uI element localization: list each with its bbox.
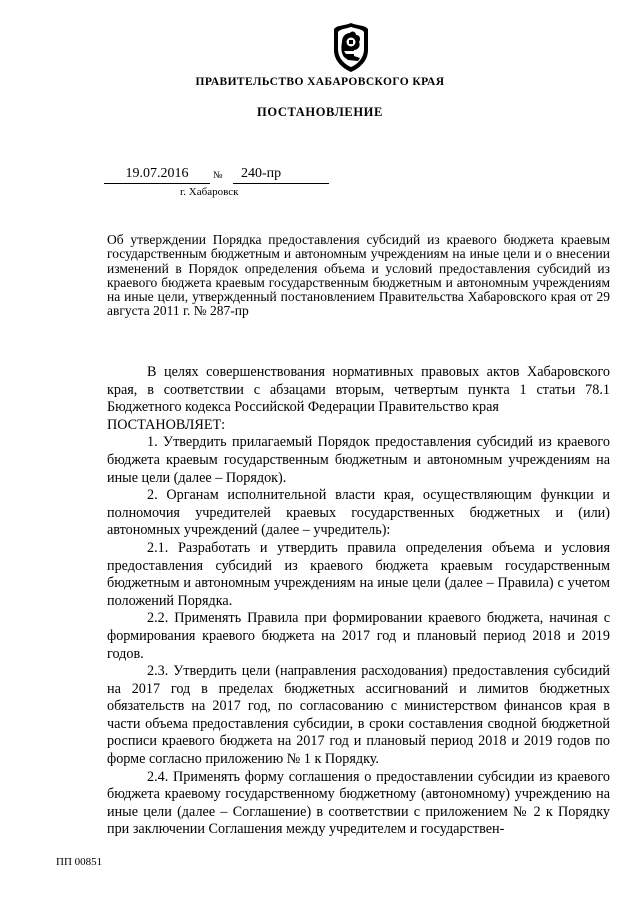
- coat-of-arms-emblem-icon: [330, 20, 372, 74]
- paragraph-item-2-4: 2.4. Применять форму соглашения о предоставлении субсидии из краевого бюджета краевому государственному бюджетному (автономному) учреждению на иные цели (далее – Соглашение) в соответствии с приложением № 2 к Порядку при заключении Соглашения между учредителем и государствен-: [107, 768, 610, 838]
- government-name: ПРАВИТЕЛЬСТВО ХАБАРОВСКОГО КРАЯ: [195, 76, 445, 88]
- paragraph-decree: ПОСТАНОВЛЯЕТ:: [107, 416, 226, 433]
- document-subject: Об утверждении Порядка предоставления субсидий из краевого бюджета краевым государственным бюджетным и автономным учреждениям на иные цели и о внесении изменений в Порядок определения объема и условий предоставления субсидий из краевого бюджета краевым государственным бюджетным и автономным учреждениям на иные цели, утвержденный постановлением Правительства Хабаровского края от 29 августа 2011 г. № 287-пр: [107, 232, 610, 319]
- paragraph-item-2: 2. Органам исполнительной власти края, осуществляющим функции и полномочия учредителей краевых государственных бюджетных и (или) автономных учреждений (далее – учредитель):: [107, 487, 610, 539]
- paragraph-preamble: В целях совершенствования нормативных правовых актов Хабаровского края, в соответствии с абзацами вторым, четвертым пункта 1 статьи 78.1 Бюджетного кодекса Российской Федерации Правительство края: [107, 364, 610, 416]
- number-sign: №: [213, 170, 223, 181]
- document-city: г. Хабаровск: [180, 186, 239, 198]
- document-body: [107, 364, 610, 839]
- document-date: 19.07.2016: [104, 165, 210, 184]
- paragraph-item-2-1: 2.1. Разработать и утвердить правила определения объема и условия предоставления субсидий из краевого бюджета краевым государственным бюджетным и автономным учреждениям на иные цели (далее – Правила) с учетом положений Порядка.: [107, 539, 610, 609]
- document-type: ПОСТАНОВЛЕНИЕ: [257, 105, 383, 119]
- document-number: 240-пр: [233, 165, 329, 184]
- document-code: ПП 00851: [56, 856, 103, 868]
- paragraph-item-2-2: 2.2. Применять Правила при формировании краевого бюджета, начиная с формирования краевого бюджета на 2017 год и плановый период 2018 и 2019 годов.: [107, 610, 610, 662]
- paragraph-item-1: 1. Утвердить прилагаемый Порядок предоставления субсидий из краевого бюджета краевым государственным бюджетным и автономным учреждениям на иные цели (далее – Порядок).: [107, 434, 610, 486]
- paragraph-item-2-3: 2.3. Утвердить цели (направления расходования) предоставления субсидий на 2017 год в пределах бюджетных ассигнований и лимитов бюджетных обязательств на 2017 год, по согласованию с министерством финансов края в части объема предоставления субсидии, в сроки составления сводной бюджетной росписи краевого бюджета на 2017 год и плановый период 2018 и 2019 годов по форме согласно приложению № 1 к Порядку.: [107, 663, 610, 768]
